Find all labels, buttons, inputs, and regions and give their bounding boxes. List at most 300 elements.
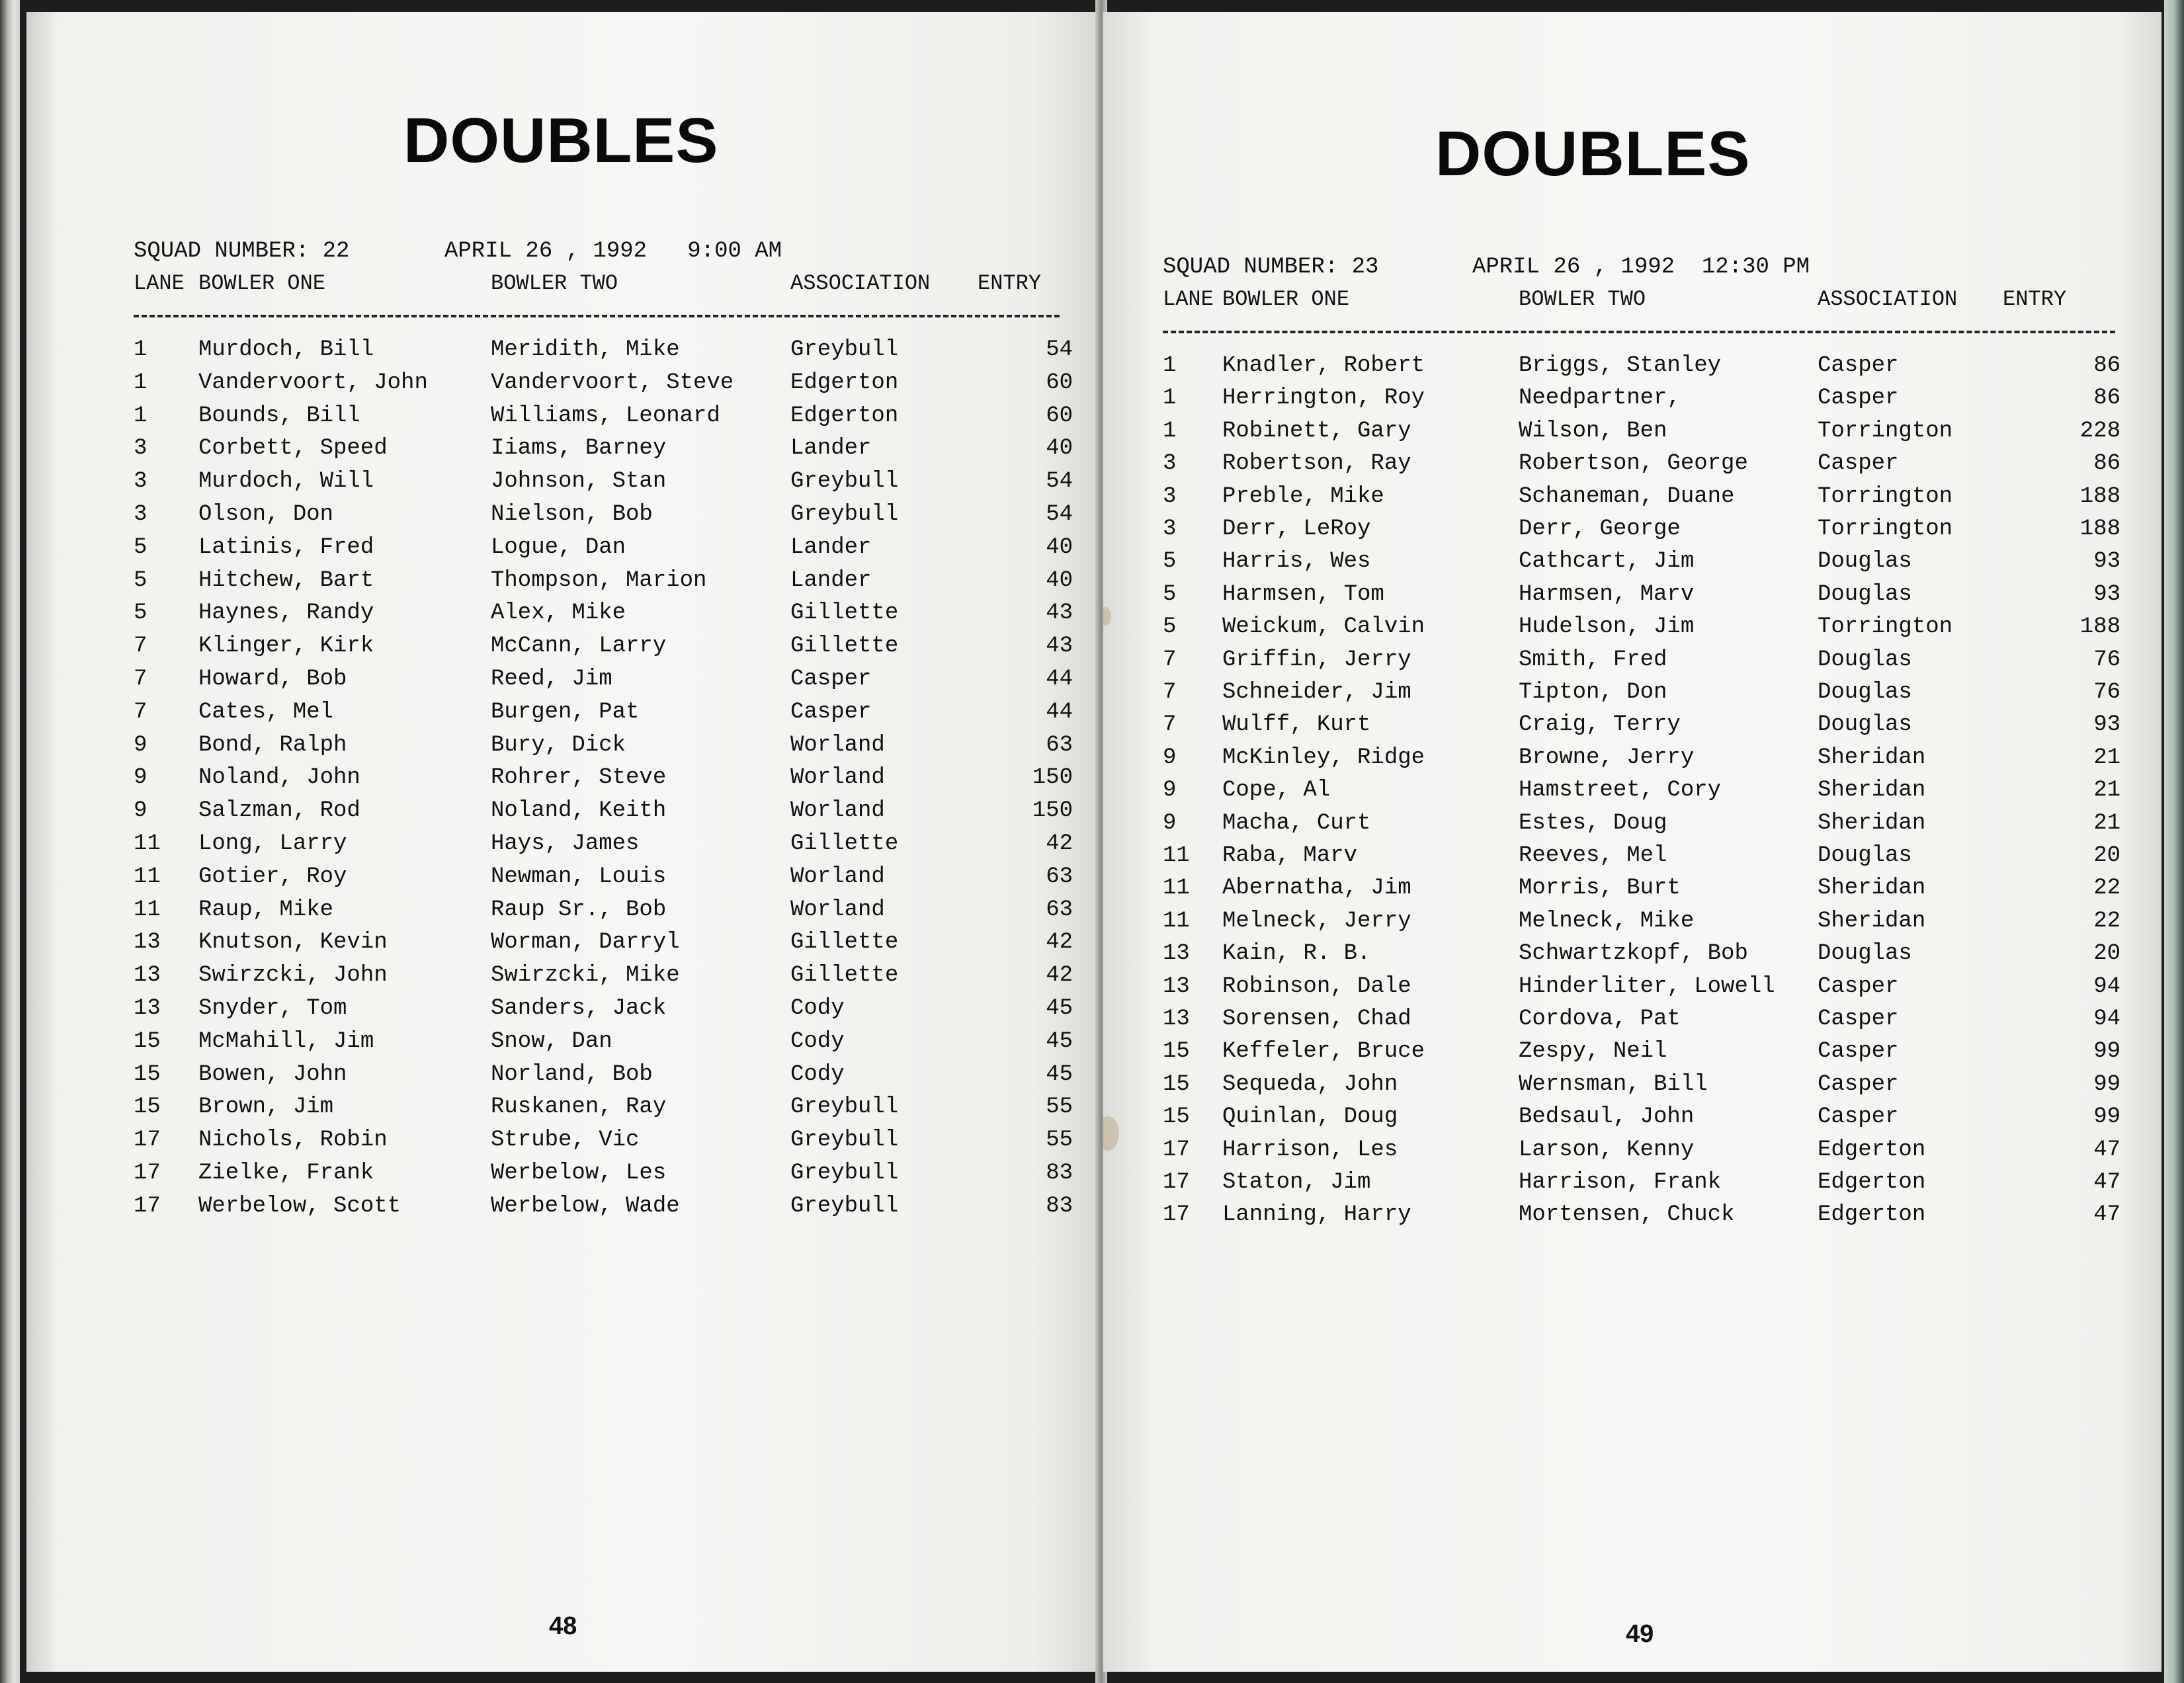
lane-cell: 17: [134, 1128, 161, 1153]
lane-cell: 9: [1163, 778, 1177, 803]
entry-cell: 45: [1046, 996, 1073, 1021]
col-header-entry: ENTRY: [2003, 287, 2067, 311]
entry-cell: 228: [2079, 418, 2121, 444]
lane-cell: 3: [134, 469, 147, 495]
table-row: [134, 1194, 1073, 1225]
bowler-one-cell: Cates, Mel: [198, 699, 334, 725]
entry-cell: 93: [2093, 549, 2121, 575]
bowler-one-cell: Bounds, Bill: [198, 403, 360, 429]
squad-date-time: APRIL 26 , 1992 9:00 AM: [444, 239, 782, 264]
entry-cell: 42: [1046, 831, 1073, 856]
bowler-one-cell: Schneider, Jim: [1222, 680, 1411, 705]
association-cell: Greybull: [790, 469, 899, 495]
bowler-one-cell: Weickum, Calvin: [1222, 614, 1425, 640]
bowler-one-cell: Zielke, Frank: [198, 1161, 374, 1186]
table-row: [1163, 1202, 2121, 1234]
lane-cell: 17: [134, 1161, 161, 1186]
table-row: [134, 1029, 1073, 1061]
entry-cell: 44: [1046, 699, 1073, 725]
bowler-one-cell: Harrison, Les: [1222, 1137, 1398, 1163]
table-row: [134, 930, 1073, 962]
bowler-two-cell: Raup Sr., Bob: [491, 897, 667, 923]
bowler-one-cell: Robertson, Ray: [1222, 451, 1411, 477]
bowler-two-cell: Ruskanen, Ray: [491, 1094, 667, 1120]
bowler-one-cell: Macha, Curt: [1222, 810, 1371, 836]
bowler-two-cell: Needpartner,: [1519, 386, 1681, 411]
entry-cell: 188: [2079, 483, 2121, 509]
col-header-association: ASSOCIATION: [790, 271, 931, 296]
association-cell: Edgerton: [1818, 1202, 1926, 1228]
association-cell: Douglas: [1818, 843, 1912, 868]
col-header-lane: LANE: [134, 271, 185, 296]
bowler-one-cell: Bond, Ralph: [198, 732, 347, 758]
association-cell: Worland: [790, 864, 885, 889]
lane-cell: 7: [1163, 680, 1177, 705]
entry-cell: 43: [1046, 600, 1073, 626]
bowler-one-cell: Gotier, Roy: [198, 864, 347, 889]
entry-cell: 45: [1046, 1061, 1073, 1087]
lane-cell: 9: [1163, 810, 1177, 836]
association-cell: Douglas: [1818, 712, 1912, 738]
table-row: [134, 733, 1073, 764]
table-row: [1163, 419, 2121, 450]
bowler-one-cell: Klinger, Kirk: [198, 634, 374, 659]
bowler-one-cell: Harris, Wes: [1222, 549, 1371, 575]
lane-cell: 13: [134, 963, 161, 989]
bowler-one-cell: Haynes, Randy: [198, 600, 374, 626]
association-cell: Casper: [1818, 1006, 1899, 1032]
entry-cell: 99: [2093, 1071, 2121, 1097]
lane-cell: 1: [1163, 386, 1177, 411]
bowler-two-cell: Harrison, Frank: [1519, 1170, 1722, 1195]
entry-cell: 55: [1046, 1128, 1073, 1153]
table-row: [1163, 582, 2121, 614]
table-row: [1163, 484, 2121, 516]
association-cell: Greybull: [790, 1193, 899, 1219]
bowler-two-cell: Cordova, Pat: [1519, 1006, 1681, 1032]
association-cell: Worland: [790, 897, 885, 923]
bowler-one-cell: Long, Larry: [198, 831, 347, 856]
bowler-two-cell: Harmsen, Marv: [1519, 581, 1695, 607]
entry-cell: 54: [1046, 469, 1073, 495]
bowler-one-cell: Cope, Al: [1222, 778, 1331, 803]
page-stain: [1103, 1116, 1119, 1151]
association-cell: Douglas: [1818, 549, 1912, 575]
association-cell: Cody: [790, 1028, 845, 1054]
association-cell: Casper: [1818, 1104, 1899, 1130]
bowler-two-cell: Logue, Dan: [491, 534, 626, 560]
lane-cell: 5: [134, 600, 147, 626]
table-row: [1163, 549, 2121, 581]
association-cell: Torrington: [1818, 483, 1953, 509]
bowler-two-cell: Bedsaul, John: [1519, 1104, 1695, 1130]
association-cell: Greybull: [790, 1094, 899, 1120]
entry-cell: 83: [1046, 1193, 1073, 1219]
entry-cell: 150: [1032, 765, 1073, 791]
table-row: [134, 568, 1073, 600]
table-row: [134, 831, 1073, 863]
bowler-one-cell: Griffin, Jerry: [1222, 647, 1411, 673]
bowler-one-cell: Swirzcki, John: [198, 963, 388, 989]
lane-cell: 13: [1163, 1006, 1190, 1032]
table-row: [134, 1062, 1073, 1094]
bowler-one-cell: Lanning, Harry: [1222, 1202, 1411, 1228]
bowler-one-cell: Melneck, Jerry: [1222, 908, 1411, 934]
table-row: [134, 502, 1073, 534]
entry-cell: 55: [1046, 1094, 1073, 1120]
page-title: DOUBLES: [403, 105, 719, 176]
table-row: [134, 370, 1073, 402]
lane-cell: 11: [134, 897, 161, 923]
lane-cell: 11: [134, 831, 161, 856]
lane-cell: 7: [134, 634, 147, 659]
entry-cell: 76: [2093, 680, 2121, 705]
header-divider: [1163, 331, 2115, 333]
table-row: [134, 1094, 1073, 1126]
table-row: [134, 897, 1073, 929]
lane-cell: 1: [134, 370, 147, 395]
association-cell: Sheridan: [1818, 908, 1926, 934]
table-row: [1163, 1137, 2121, 1169]
bowler-two-cell: Johnson, Stan: [491, 469, 667, 495]
entry-cell: 86: [2093, 353, 2121, 378]
table-row: [1163, 614, 2121, 646]
entry-cell: 63: [1046, 732, 1073, 758]
lane-cell: 9: [134, 798, 147, 824]
association-cell: Greybull: [790, 502, 899, 527]
bowler-one-cell: Murdoch, Will: [198, 469, 374, 495]
association-cell: Lander: [790, 567, 872, 593]
entry-cell: 86: [2093, 386, 2121, 411]
lane-cell: 17: [1163, 1202, 1190, 1228]
bowler-two-cell: Bury, Dick: [491, 732, 626, 758]
table-row: [134, 996, 1073, 1028]
page-title: DOUBLES: [1435, 118, 1751, 189]
bowler-two-cell: Zespy, Neil: [1519, 1039, 1667, 1065]
entry-cell: 21: [2093, 778, 2121, 803]
bowler-two-cell: Newman, Louis: [491, 864, 667, 889]
col-header-bowler-two: BOWLER TWO: [491, 271, 618, 296]
bowler-one-cell: Hitchew, Bart: [198, 567, 374, 593]
lane-cell: 5: [1163, 549, 1177, 575]
lane-cell: 3: [134, 502, 147, 527]
table-row: [1163, 1170, 2121, 1202]
table-row: [1163, 647, 2121, 679]
entry-cell: 60: [1046, 370, 1073, 395]
bowler-one-cell: Raup, Mike: [198, 897, 334, 923]
right-page: [1103, 12, 2162, 1672]
entry-cell: 47: [2093, 1137, 2121, 1163]
page-number: 48: [549, 1612, 577, 1640]
table-row: [1163, 843, 2121, 875]
association-cell: Casper: [1818, 1039, 1899, 1065]
association-cell: Worland: [790, 765, 885, 791]
bowler-one-cell: Herrington, Roy: [1222, 386, 1425, 411]
bowler-one-cell: Olson, Don: [198, 502, 334, 527]
lane-cell: 11: [134, 864, 161, 889]
association-cell: Casper: [1818, 353, 1899, 378]
lane-cell: 1: [134, 403, 147, 429]
col-header-lane: LANE: [1163, 287, 1214, 311]
lane-cell: 15: [134, 1094, 161, 1120]
entry-cell: 45: [1046, 1028, 1073, 1054]
entry-cell: 93: [2093, 712, 2121, 738]
lane-cell: 13: [134, 930, 161, 956]
bowler-two-cell: Reeves, Mel: [1519, 843, 1667, 868]
bowler-one-cell: Murdoch, Bill: [198, 337, 374, 362]
entry-cell: 21: [2093, 810, 2121, 836]
association-cell: Edgerton: [790, 370, 899, 395]
bowler-two-cell: Rohrer, Steve: [491, 765, 667, 791]
bowler-one-cell: Quinlan, Doug: [1222, 1104, 1398, 1130]
bowler-two-cell: McCann, Larry: [491, 634, 667, 659]
entry-cell: 188: [2079, 516, 2121, 542]
bowler-two-cell: Strube, Vic: [491, 1128, 640, 1153]
lane-cell: 1: [134, 337, 147, 362]
lane-cell: 9: [134, 732, 147, 758]
table-row: [134, 963, 1073, 995]
bowler-two-cell: Worman, Darryl: [491, 930, 680, 956]
table-row: [1163, 1072, 2121, 1104]
entry-cell: 40: [1046, 436, 1073, 462]
entry-cell: 54: [1046, 337, 1073, 362]
bowler-two-cell: Mortensen, Chuck: [1519, 1202, 1735, 1228]
bowler-one-cell: Werbelow, Scott: [198, 1193, 401, 1219]
association-cell: Gillette: [790, 930, 899, 956]
lane-cell: 13: [134, 996, 161, 1021]
association-cell: Sheridan: [1818, 810, 1926, 836]
col-header-entry: ENTRY: [978, 271, 1042, 296]
bowler-one-cell: Preble, Mike: [1222, 483, 1384, 509]
table-row: [134, 798, 1073, 830]
table-row: [134, 765, 1073, 797]
bowler-one-cell: Wulff, Kurt: [1222, 712, 1371, 738]
bowler-two-cell: Morris, Burt: [1519, 876, 1681, 901]
table-row: [134, 1128, 1073, 1159]
bowler-one-cell: Raba, Marv: [1222, 843, 1358, 868]
bowler-two-cell: Swirzcki, Mike: [491, 963, 680, 989]
association-cell: Torrington: [1818, 516, 1953, 542]
table-row: [134, 403, 1073, 435]
lane-cell: 15: [134, 1061, 161, 1087]
lane-cell: 15: [134, 1028, 161, 1054]
lane-cell: 7: [1163, 712, 1177, 738]
bowler-two-cell: Nielson, Bob: [491, 502, 653, 527]
association-cell: Edgerton: [1818, 1137, 1926, 1163]
lane-cell: 15: [1163, 1039, 1190, 1065]
table-row: [1163, 778, 2121, 809]
bowler-one-cell: Knadler, Robert: [1222, 353, 1425, 378]
bowler-one-cell: Noland, John: [198, 765, 360, 791]
left-page: [26, 12, 1098, 1672]
entry-cell: 44: [1046, 667, 1073, 692]
bowler-two-cell: Tipton, Don: [1519, 680, 1667, 705]
lane-cell: 3: [134, 436, 147, 462]
lane-cell: 15: [1163, 1071, 1190, 1097]
entry-cell: 22: [2093, 908, 2121, 934]
entry-cell: 40: [1046, 534, 1073, 560]
entry-cell: 188: [2079, 614, 2121, 640]
bowler-two-cell: Estes, Doug: [1519, 810, 1667, 836]
bowler-two-cell: Thompson, Marion: [491, 567, 707, 593]
association-cell: Cody: [790, 996, 845, 1021]
bowler-two-cell: Schaneman, Duane: [1519, 483, 1735, 509]
bowler-two-cell: Werbelow, Les: [491, 1161, 667, 1186]
lane-cell: 5: [1163, 581, 1177, 607]
entry-cell: 42: [1046, 930, 1073, 956]
bowler-one-cell: Corbett, Speed: [198, 436, 388, 462]
table-row: [134, 337, 1073, 369]
association-cell: Douglas: [1818, 680, 1912, 705]
table-row: [134, 436, 1073, 468]
entry-cell: 20: [2093, 941, 2121, 967]
lane-cell: 3: [1163, 451, 1177, 477]
bowler-two-cell: Cathcart, Jim: [1519, 549, 1695, 575]
bowler-two-cell: Iiams, Barney: [491, 436, 667, 462]
association-cell: Sheridan: [1818, 778, 1926, 803]
col-header-association: ASSOCIATION: [1818, 287, 1958, 311]
lane-cell: 5: [134, 534, 147, 560]
association-cell: Torrington: [1818, 418, 1953, 444]
entry-cell: 47: [2093, 1202, 2121, 1228]
bowler-two-cell: Hamstreet, Cory: [1519, 778, 1722, 803]
entry-cell: 63: [1046, 864, 1073, 889]
table-row: [1163, 451, 2121, 483]
entry-cell: 76: [2093, 647, 2121, 673]
association-cell: Greybull: [790, 1161, 899, 1186]
association-cell: Douglas: [1818, 581, 1912, 607]
lane-cell: 7: [1163, 647, 1177, 673]
bowler-two-cell: Hinderliter, Lowell: [1519, 973, 1775, 999]
bowler-two-cell: Briggs, Stanley: [1519, 353, 1722, 378]
bowler-two-cell: Noland, Keith: [491, 798, 667, 824]
entry-cell: 99: [2093, 1104, 2121, 1130]
bowler-two-cell: Robertson, George: [1519, 451, 1748, 477]
association-cell: Edgerton: [790, 403, 899, 429]
entry-cell: 94: [2093, 1006, 2121, 1032]
table-row: [1163, 680, 2121, 712]
association-cell: Gillette: [790, 963, 899, 989]
bowler-one-cell: Harmsen, Tom: [1222, 581, 1384, 607]
bowler-one-cell: Snyder, Tom: [198, 996, 347, 1021]
lane-cell: 11: [1163, 876, 1190, 901]
table-row: [1163, 516, 2121, 548]
association-cell: Gillette: [790, 831, 899, 856]
bowler-two-cell: Browne, Jerry: [1519, 745, 1695, 770]
bowler-two-cell: Hudelson, Jim: [1519, 614, 1695, 640]
lane-cell: 1: [1163, 418, 1177, 444]
bowler-one-cell: Sorensen, Chad: [1222, 1006, 1411, 1032]
table-row: [134, 1161, 1073, 1192]
association-cell: Gillette: [790, 600, 899, 626]
association-cell: Edgerton: [1818, 1170, 1926, 1195]
association-cell: Douglas: [1818, 941, 1912, 967]
entry-cell: 20: [2093, 843, 2121, 868]
bowler-two-cell: Schwartzkopf, Bob: [1519, 941, 1748, 967]
entry-cell: 21: [2093, 745, 2121, 770]
bowler-two-cell: Werbelow, Wade: [491, 1193, 680, 1219]
table-row: [1163, 1104, 2121, 1136]
bowler-two-cell: Williams, Leonard: [491, 403, 720, 429]
bowler-one-cell: Derr, LeRoy: [1222, 516, 1371, 542]
table-row: [134, 700, 1073, 731]
table-row: [134, 864, 1073, 896]
lane-cell: 17: [1163, 1137, 1190, 1163]
lane-cell: 13: [1163, 941, 1190, 967]
squad-number: SQUAD NUMBER: 23: [1163, 255, 1379, 280]
entry-cell: 22: [2093, 876, 2121, 901]
bowler-two-cell: Norland, Bob: [491, 1061, 653, 1087]
entry-cell: 43: [1046, 634, 1073, 659]
table-row: [134, 634, 1073, 665]
bowler-one-cell: Brown, Jim: [198, 1094, 334, 1120]
table-row: [134, 535, 1073, 567]
bowler-one-cell: Sequeda, John: [1222, 1071, 1398, 1097]
lane-cell: 3: [1163, 483, 1177, 509]
entry-cell: 42: [1046, 963, 1073, 989]
association-cell: Worland: [790, 732, 885, 758]
association-cell: Casper: [1818, 451, 1899, 477]
bowler-one-cell: Staton, Jim: [1222, 1170, 1371, 1195]
association-cell: Lander: [790, 534, 872, 560]
association-cell: Casper: [1818, 1071, 1899, 1097]
lane-cell: 9: [1163, 745, 1177, 770]
lane-cell: 3: [1163, 516, 1177, 542]
entry-cell: 60: [1046, 403, 1073, 429]
entry-cell: 94: [2093, 973, 2121, 999]
bowler-two-cell: Burgen, Pat: [491, 699, 640, 725]
association-cell: Worland: [790, 798, 885, 824]
bowler-one-cell: Abernatha, Jim: [1222, 876, 1411, 901]
lane-cell: 1: [1163, 353, 1177, 378]
bowler-one-cell: Bowen, John: [198, 1061, 347, 1087]
entry-cell: 47: [2093, 1170, 2121, 1195]
bowler-one-cell: Latinis, Fred: [198, 534, 374, 560]
bowler-one-cell: Robinett, Gary: [1222, 418, 1411, 444]
bowler-two-cell: Melneck, Mike: [1519, 908, 1695, 934]
bowler-one-cell: Howard, Bob: [198, 667, 347, 692]
lane-cell: 9: [134, 765, 147, 791]
association-cell: Torrington: [1818, 614, 1953, 640]
association-cell: Casper: [790, 699, 872, 725]
lane-cell: 7: [134, 667, 147, 692]
book-edge-right: [2164, 0, 2184, 1683]
col-header-bowler-one: BOWLER ONE: [198, 271, 326, 296]
bowler-one-cell: Salzman, Rod: [198, 798, 360, 824]
table-row: [134, 600, 1073, 632]
table-row: [1163, 941, 2121, 973]
table-row: [1163, 386, 2121, 417]
bowler-two-cell: Alex, Mike: [491, 600, 626, 626]
bowler-two-cell: Hays, James: [491, 831, 640, 856]
col-header-bowler-one: BOWLER ONE: [1222, 287, 1350, 311]
entry-cell: 86: [2093, 451, 2121, 477]
table-row: [134, 667, 1073, 698]
lane-cell: 5: [134, 567, 147, 593]
bowler-two-cell: Snow, Dan: [491, 1028, 612, 1054]
lane-cell: 15: [1163, 1104, 1190, 1130]
lane-cell: 17: [134, 1193, 161, 1219]
lane-cell: 13: [1163, 973, 1190, 999]
col-header-bowler-two: BOWLER TWO: [1519, 287, 1646, 311]
entry-cell: 40: [1046, 567, 1073, 593]
bowler-two-cell: Vandervoort, Steve: [491, 370, 734, 395]
association-cell: Greybull: [790, 1128, 899, 1153]
association-cell: Douglas: [1818, 647, 1912, 673]
squad-number: SQUAD NUMBER: 22: [134, 239, 350, 264]
lane-cell: 7: [134, 699, 147, 725]
table-row: [1163, 712, 2121, 744]
